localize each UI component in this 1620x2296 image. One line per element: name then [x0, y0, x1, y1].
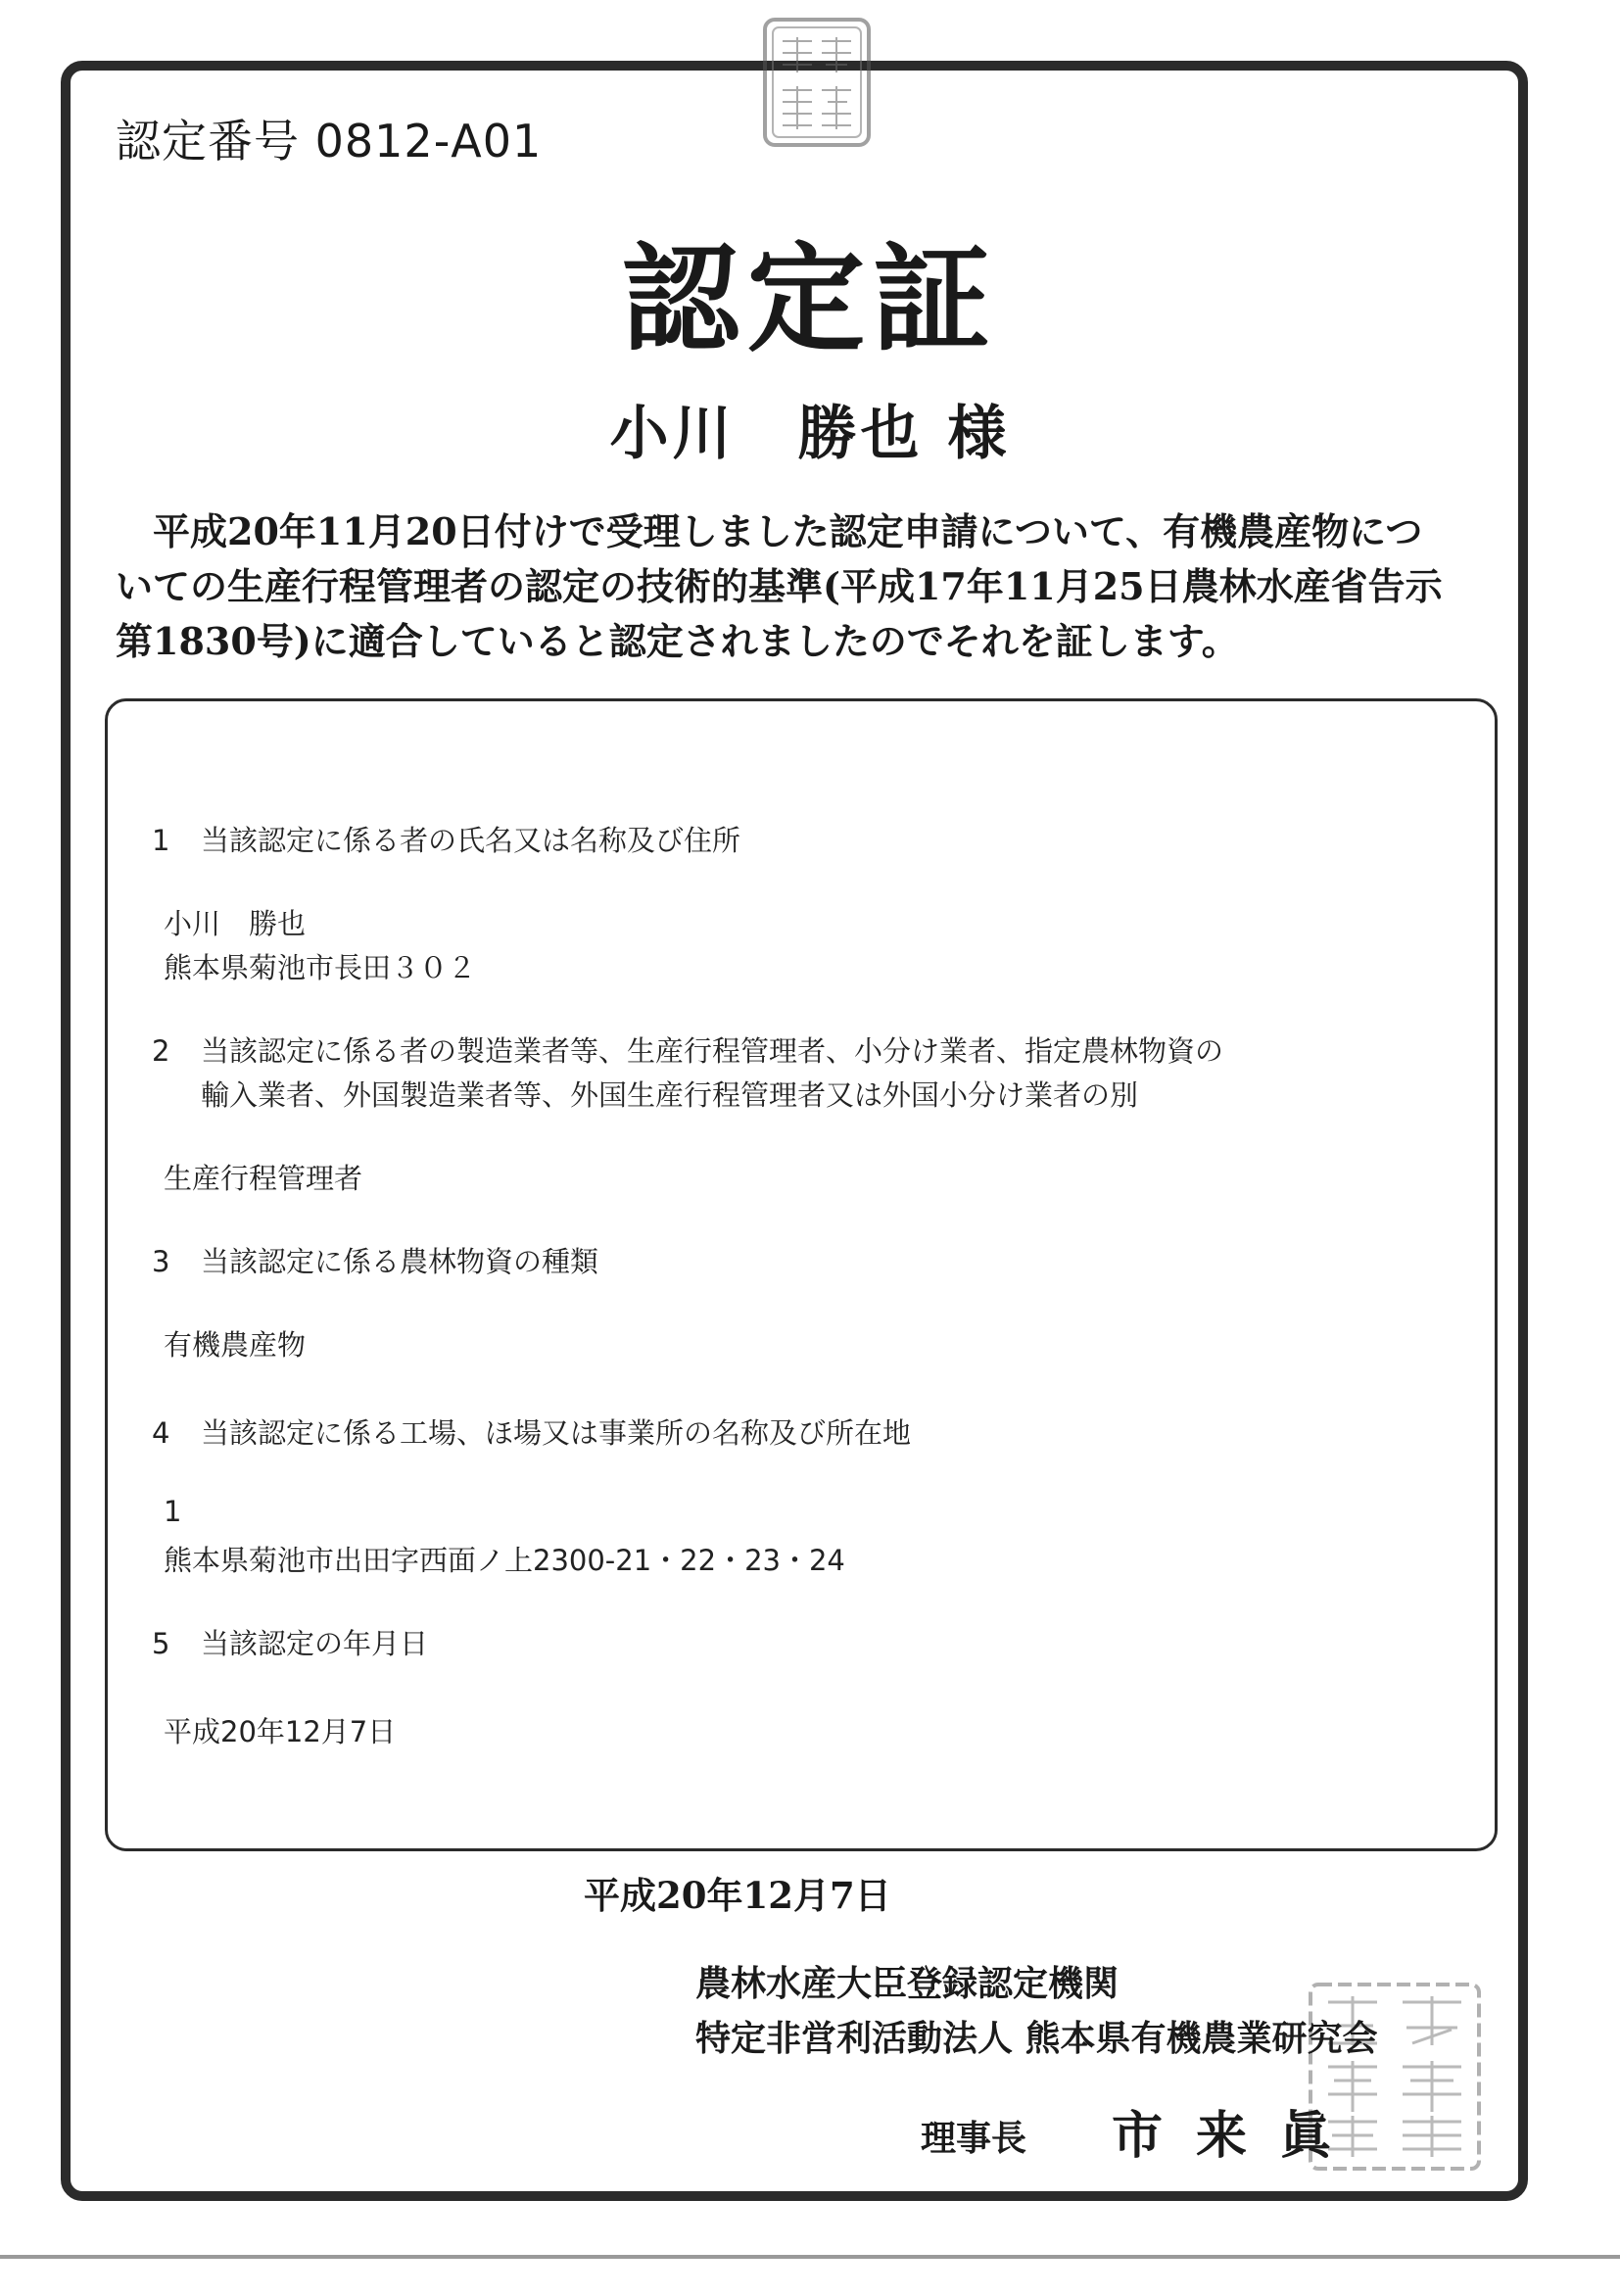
detail-item-number: 3: [152, 1245, 170, 1278]
seal-stamp-icon: [759, 14, 875, 151]
issuer-organization: 特定非営利活動法人 熊本県有機農業研究会: [695, 2018, 1378, 2059]
scan-edge-divider: [0, 2255, 1620, 2259]
detail-item-number: 2: [152, 1034, 170, 1068]
page-title: 認定証: [622, 230, 998, 368]
chair-title: 理事長: [921, 2118, 1027, 2159]
issue-date: 平成20年12月7日: [584, 1874, 891, 1917]
detail-item-label: 当該認定に係る農林物資の種類: [201, 1245, 599, 1278]
recipient-name: 小川 勝也 様: [609, 400, 1011, 468]
detail-item-4-heading: [152, 1411, 911, 1452]
details-box: [105, 698, 1498, 1851]
business-category: 生産行程管理者: [164, 1162, 363, 1195]
detail-item-label: 当該認定の年月日: [201, 1627, 429, 1660]
detail-item-label: 当該認定に係る工場、ほ場又は事業所の名称及び所在地: [201, 1416, 912, 1450]
detail-item-2-heading-continued: 輸入業者、外国製造業者等、外国生産行程管理者又は外国小分け業者の別: [201, 1078, 1139, 1112]
product-type: 有機農産物: [164, 1328, 307, 1362]
detail-item-5-heading: [152, 1622, 428, 1662]
detail-item-label: 当該認定に係る者の製造業者等、生産行程管理者、小分け業者、指定農林物資の: [201, 1034, 1224, 1068]
facility-index: 1: [164, 1495, 182, 1528]
certification-date: 平成20年12月7日: [164, 1715, 397, 1748]
certification-statement: 平成20年11月20日付けで受理しました認定申請について、有機農産物についての生産行程管理者の認定の技術的基準(平成17年11月25日農林水産省告示第1830号)に適合していると認定されましたのでそれを証します。: [116, 509, 1443, 663]
detail-item-number: 4: [152, 1416, 170, 1450]
holder-address: 熊本県菊池市長田３０２: [164, 951, 477, 984]
detail-item-3-heading: [152, 1240, 598, 1280]
detail-item-2-heading: [152, 1029, 1223, 1070]
detail-item-1-heading: [152, 819, 740, 859]
certificate-number: 認定番号 0812-A01: [116, 115, 543, 167]
facility-location: 熊本県菊池市出田字西面ノ上2300-21・22・23・24: [164, 1544, 845, 1577]
chair-name: 市来眞: [1112, 2106, 1365, 2166]
issuer-registration: 農林水産大臣登録認定機関: [695, 1963, 1120, 2004]
detail-item-label: 当該認定に係る者の氏名又は名称及び住所: [201, 824, 741, 857]
holder-name: 小川 勝也: [164, 907, 307, 940]
detail-item-number: 5: [152, 1627, 170, 1660]
detail-item-number: 1: [152, 824, 170, 857]
